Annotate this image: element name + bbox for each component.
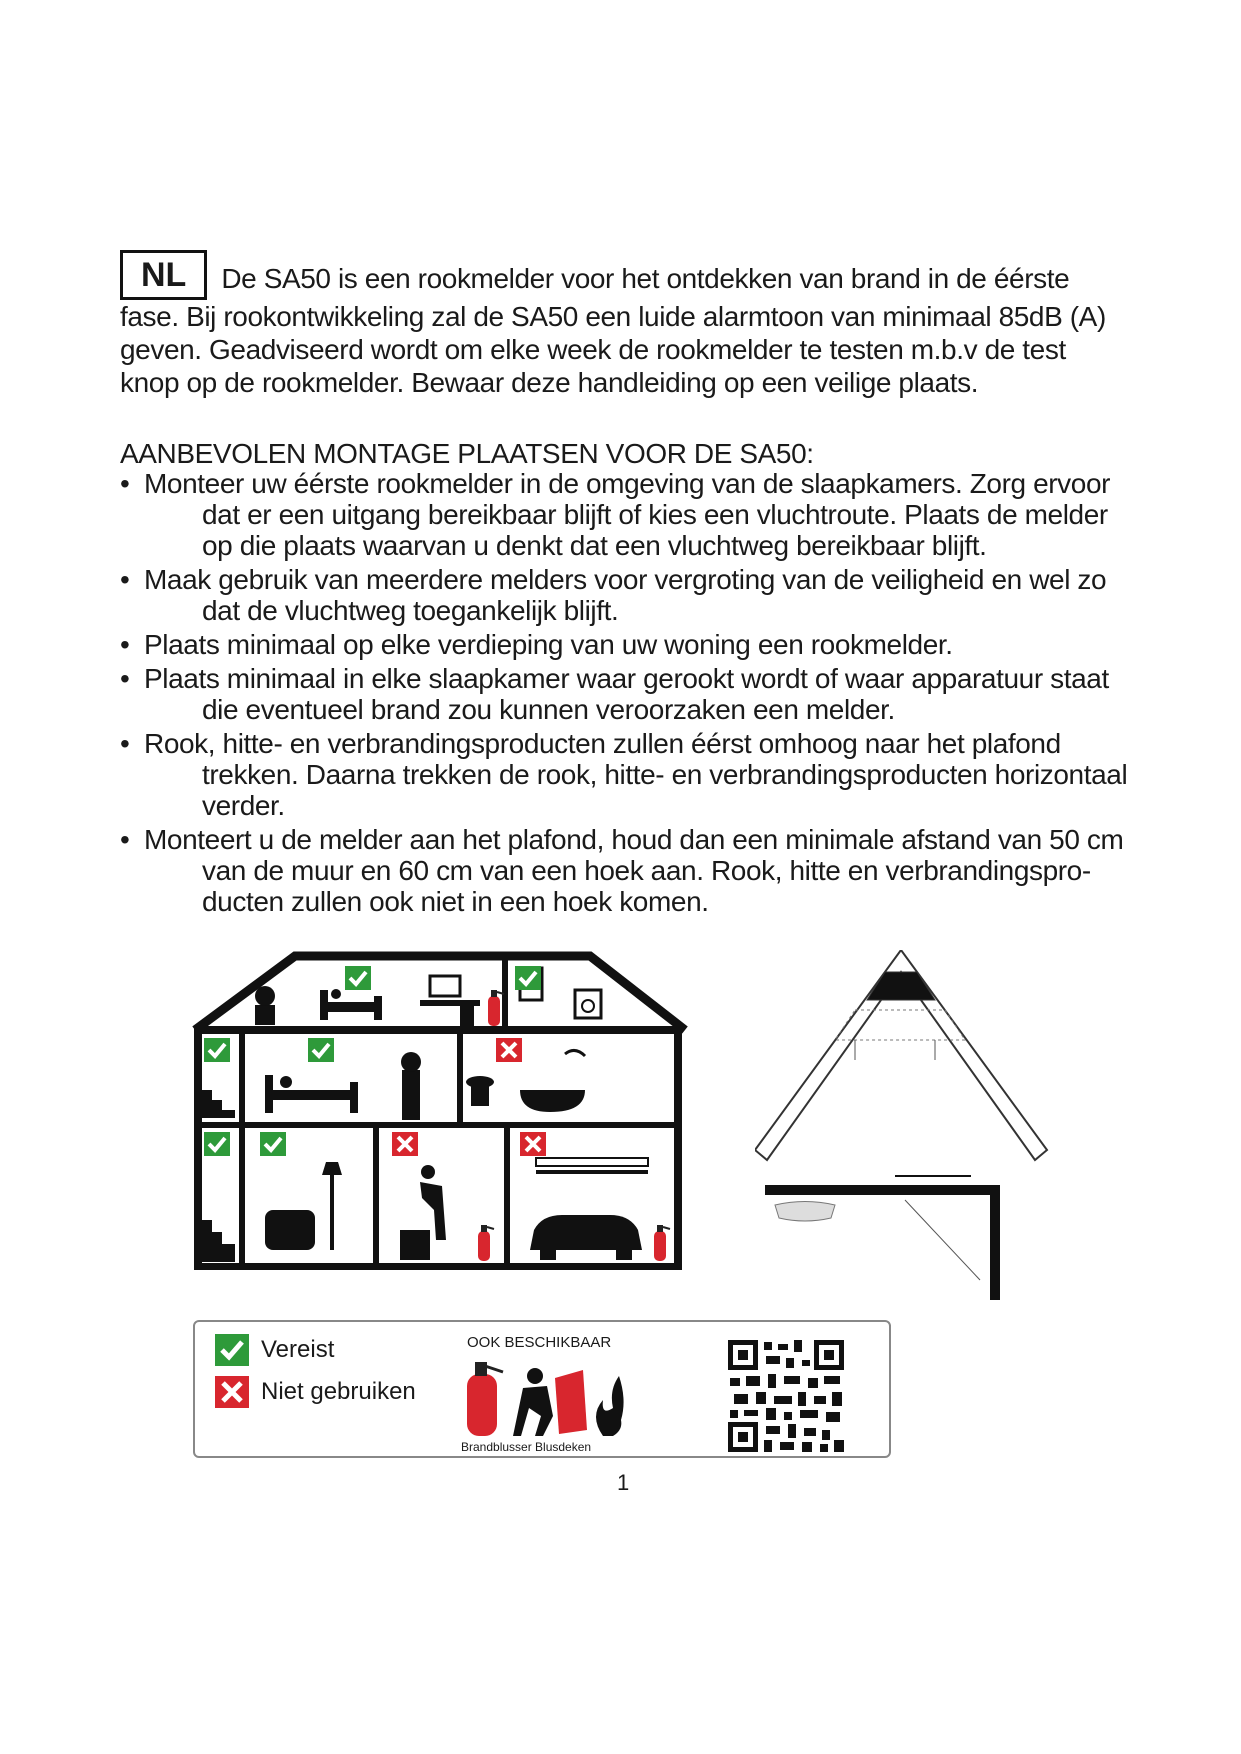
- ceiling-corner-outline: [765, 1176, 995, 1300]
- cross-icon: [392, 1132, 418, 1156]
- check-icon: [204, 1038, 230, 1062]
- products-label: Brandblusser Blusdeken: [461, 1440, 592, 1454]
- fire-extinguisher-icon: [478, 1225, 494, 1261]
- legend-box: [193, 1320, 891, 1458]
- check-icon: [260, 1132, 286, 1156]
- fire-extinguisher-icon: [654, 1225, 670, 1261]
- legend-required: [215, 1334, 334, 1366]
- also-available-label: OOK BESCHIKBAAR: [467, 1334, 612, 1351]
- check-icon: [215, 1334, 249, 1366]
- legend-required-label: Vereist: [261, 1336, 335, 1363]
- stairs-icon: [202, 1090, 235, 1262]
- flame-icon: [596, 1376, 624, 1436]
- product-icons: [463, 1360, 633, 1440]
- page-number: 1: [617, 1470, 630, 1495]
- recommendation-list: [120, 468, 1130, 920]
- fire-extinguisher-icon: [467, 1362, 503, 1436]
- list-item: • Plaats minimaal in elke slaapkamer waar gerookt wordt of waar apparatuur staat die eventueel brand zou kunnen veroorzaken een melder.: [120, 663, 1130, 725]
- list-item: • Monteer uw éérste rookmelder in de omgeving van de slaapkamers. Zorg ervoor dat er een uitgang bereikbaar blijft of kies een vluchtroute. Plaats de melder op die plaats waarvan u denkt dat een vluchtweg bereikbaar blijft.: [120, 468, 1130, 561]
- language-badge: NL: [120, 250, 207, 300]
- legend-not-use: [215, 1376, 416, 1408]
- house-placement-diagram: [190, 950, 690, 1270]
- attic-furniture-icons: [255, 968, 601, 1026]
- list-item: • Rook, hitte- en verbrandingsproducten zullen éérst omhoog naar het plafond trekken. Daarna trekken de rook, hitte- en verbrandingsproducten horizontaal verder.: [120, 728, 1130, 821]
- fire-blanket-icon: [513, 1368, 587, 1436]
- qr-code: [728, 1340, 844, 1452]
- ground-floor-furniture-icons: [265, 1158, 648, 1260]
- list-item: • Maak gebruik van meerdere melders voor vergroting van de veiligheid en wel zo dat de vluchtweg toegankelijk blijft.: [120, 564, 1130, 626]
- list-item: • Monteert u de melder aan het plafond, houd dan een minimale afstand van 50 cm van de muur en 60 cm van een hoek aan. Rook, hitte en verbrandingspro-ducten zullen ook niet in een hoek komen.: [120, 824, 1130, 917]
- check-icon: [345, 966, 371, 990]
- section-heading: AANBEVOLEN MONTAGE PLAATSEN VOOR DE SA50:: [120, 438, 814, 469]
- check-icon: [204, 1132, 230, 1156]
- list-item: • Plaats minimaal op elke verdieping van uw woning een rookmelder.: [120, 629, 1130, 660]
- cross-icon: [215, 1376, 249, 1408]
- cross-icon: [496, 1038, 522, 1062]
- check-icon: [515, 966, 541, 990]
- roof-outline: [755, 950, 1047, 1160]
- intro-paragraph: [120, 250, 1130, 399]
- check-icon: [308, 1038, 334, 1062]
- intro-text: De SA50 is een rookmelder voor het ontdekken van brand in de éérste fase. Bij rookontwikkeling zal de SA50 een luide alarmtoon van minimaal 85dB (A) geven. Geadviseerd wordt om elke week de rookmelder te testen m.b.v de test knop op de rookmelder. Bewaar deze handleiding op een veilige plaats.: [120, 263, 1106, 398]
- cross-icon: [520, 1132, 546, 1156]
- fire-extinguisher-icon: [488, 990, 504, 1026]
- legend-not-use-label: Niet gebruiken: [261, 1378, 416, 1405]
- ceiling-distance-diagram: [755, 950, 1075, 1300]
